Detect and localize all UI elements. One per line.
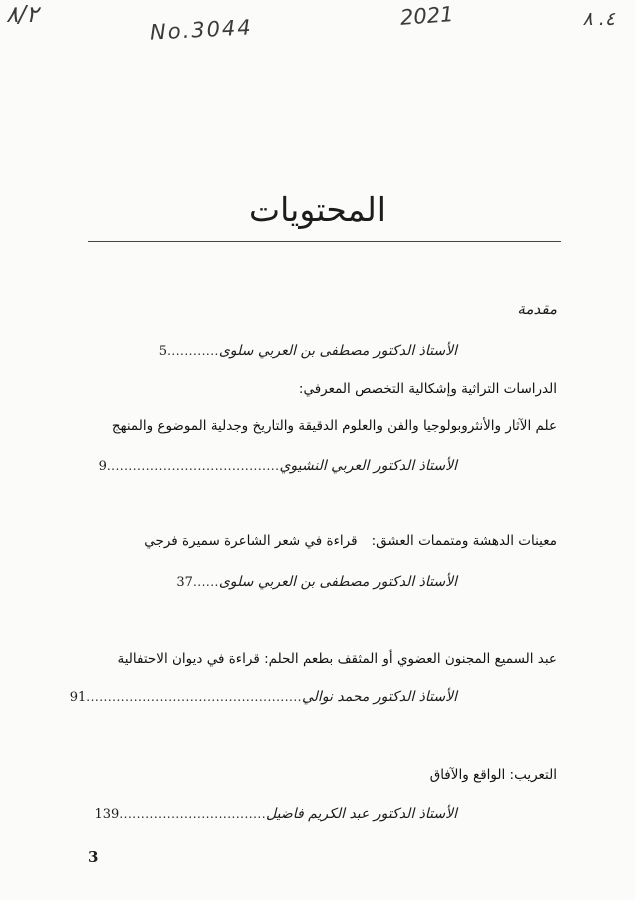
handwritten-year: 2021 <box>399 2 455 30</box>
toc-heading: التعريب: الواقع والآفاق <box>429 767 557 783</box>
toc-entry-author <box>70 689 457 705</box>
toc-entry-author <box>99 458 457 474</box>
toc-page-number: 5 <box>158 344 168 359</box>
title-divider <box>88 241 561 242</box>
toc-heading-part-1: معينات الدهشة ومتممات العشق: <box>371 533 557 549</box>
toc-entry-author <box>159 343 457 359</box>
toc-author: الأستاذ الدكتور العربي النشيوي <box>279 458 457 474</box>
page-title: المحتويات <box>249 190 386 229</box>
toc-heading: الدراسات التراثية وإشكالية التخصص المعرفي: <box>298 381 557 397</box>
toc-author: الأستاذ الدكتور محمد نوالي <box>302 689 457 705</box>
toc-author: الأستاذ الدكتور عبد الكريم فاضيل <box>266 806 457 822</box>
toc-heading: عبد السميع المجنون العضوي أو المثقف بطعم الحلم: قراءة في ديوان الاحتفالية <box>117 651 557 667</box>
toc-leader-dots: ........................................ <box>106 459 280 473</box>
toc-leader-dots: ............ <box>167 344 219 358</box>
toc-leader-dots: ...... <box>192 575 219 589</box>
toc-page-number: 91 <box>69 690 87 705</box>
toc-heading-introduction: مقدمة <box>517 300 557 318</box>
handwritten-note-left: ٨/٢ <box>6 2 39 28</box>
toc-entry-author <box>176 574 457 590</box>
toc-heading-part-2: قراءة في شعر الشاعرة سميرة فرجي <box>144 533 358 549</box>
toc-page-number: 9 <box>98 459 107 474</box>
toc-entry-author <box>95 806 457 822</box>
handwritten-note-right: ٤. ٨ <box>582 8 615 30</box>
toc-page-number: 139 <box>94 807 120 822</box>
toc-page-number: 37 <box>176 575 193 590</box>
toc-author: الأستاذ الدكتور مصطفى بن العربي سلوى <box>218 343 457 359</box>
page-number: 3 <box>88 848 99 866</box>
toc-subheading: علم الآثار والأنثروبولوجيا والفن والعلوم الدقيقة والتاريخ وجدلية الموضوع والمنهج <box>111 418 557 434</box>
toc-heading <box>144 533 557 549</box>
toc-leader-dots: .................................................. <box>86 690 302 704</box>
toc-leader-dots: .................................. <box>119 807 267 821</box>
toc-author: الأستاذ الدكتور مصطفى بن العربي سلوى <box>218 574 457 590</box>
handwritten-reference-number: No.3044 <box>149 15 254 45</box>
